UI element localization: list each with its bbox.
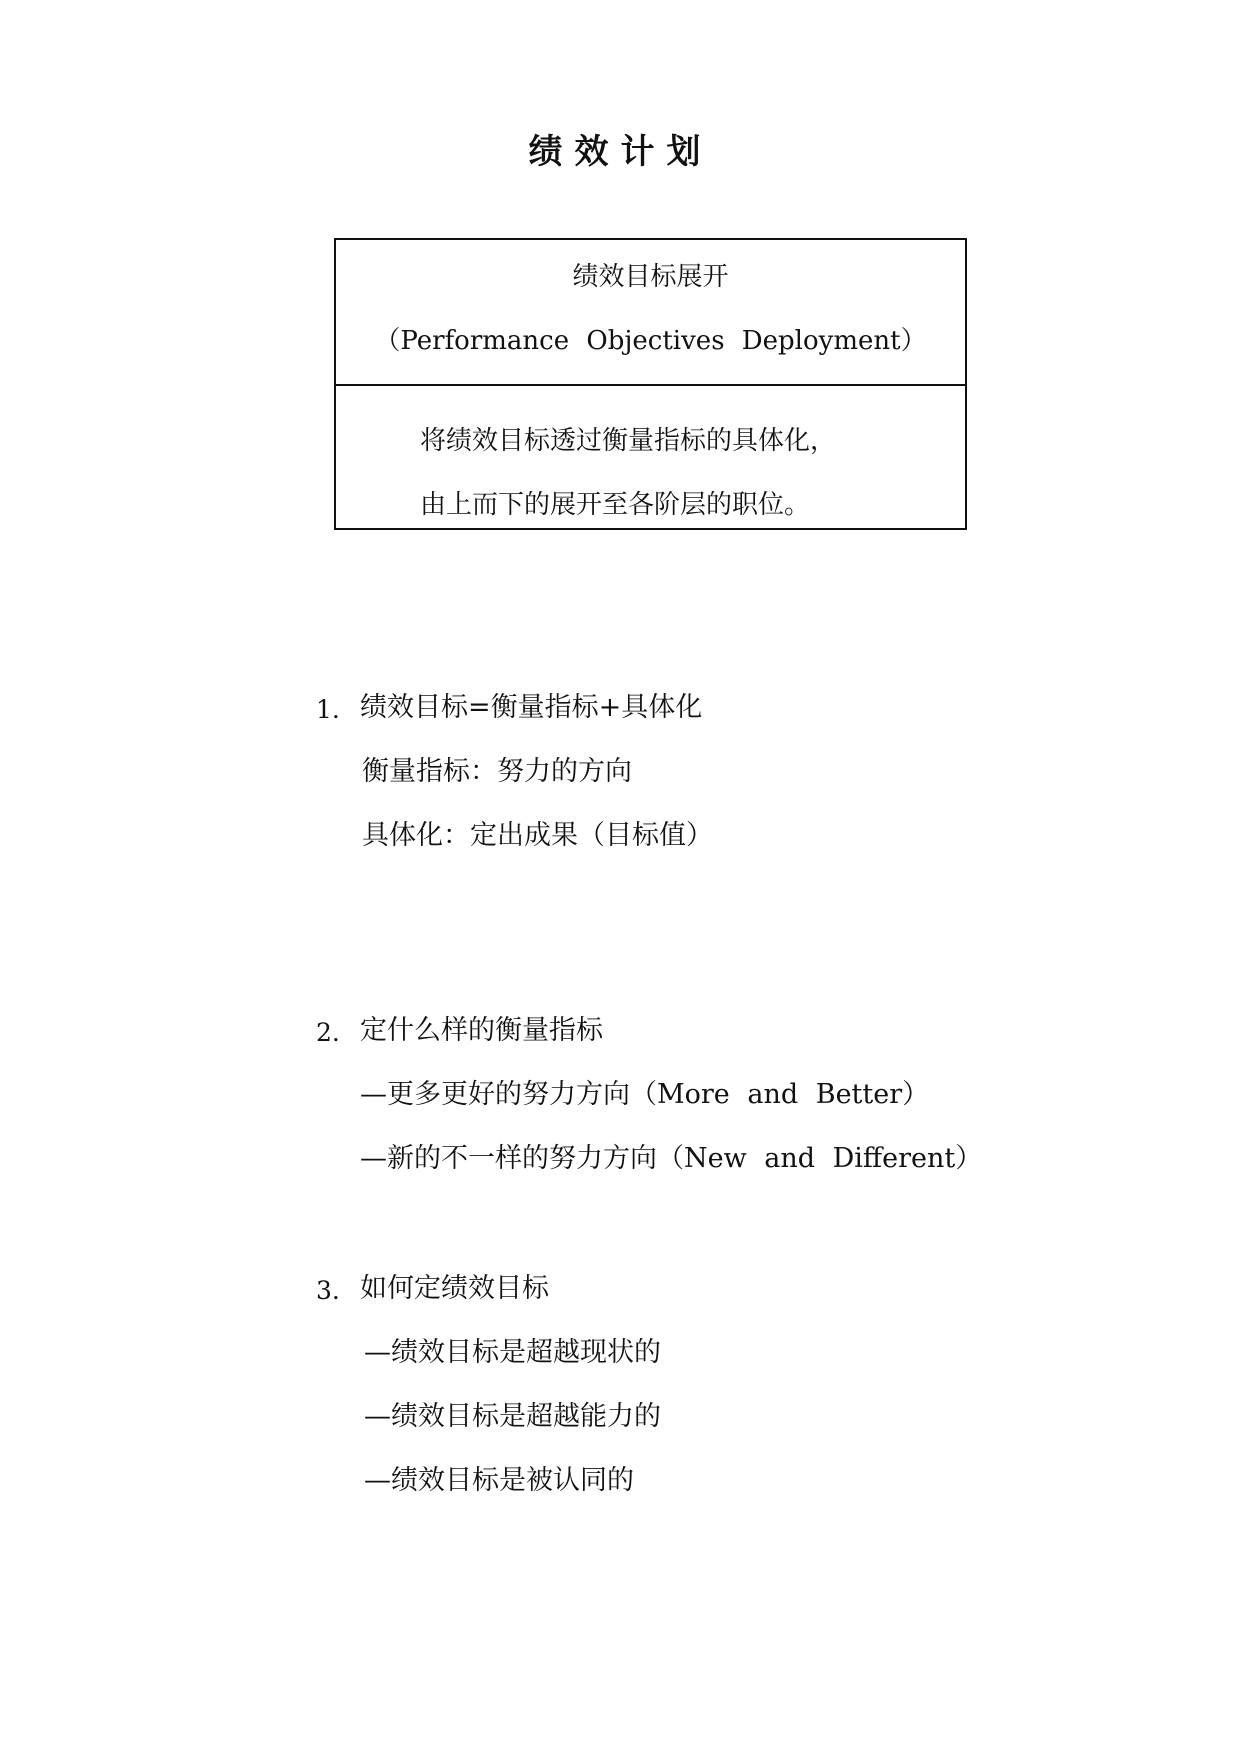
section-line: —新的不一样的努力方向（New and Different） <box>360 1143 983 1174</box>
section-heading: 绩效目标=衡量指标+具体化 <box>360 692 703 723</box>
section-line: 衡量指标：努力的方向 <box>362 756 632 787</box>
section-number: 3. <box>316 1276 340 1305</box>
box-header <box>336 240 965 386</box>
section-heading: 定什么样的衡量指标 <box>360 1015 603 1046</box>
box-heading-en: （Performance Objectives Deployment） <box>374 326 927 356</box>
section-line: —绩效目标是超越能力的 <box>364 1401 661 1432</box>
box-heading-cn: 绩效目标展开 <box>572 262 729 292</box>
objectives-deployment-box <box>334 238 967 530</box>
section-heading: 如何定绩效目标 <box>360 1273 549 1304</box>
section-line: —更多更好的努力方向（More and Better） <box>360 1079 930 1110</box>
page-title: 绩效计划 <box>528 132 713 172</box>
section-line: 具体化：定出成果（目标值） <box>362 820 713 851</box>
box-body-line-2: 由上而下的展开至各阶层的职位。 <box>420 490 811 520</box>
section-line: —绩效目标是超越现状的 <box>364 1337 661 1368</box>
section-number: 2. <box>316 1018 340 1047</box>
section-number: 1. <box>316 695 340 724</box>
section-line: —绩效目标是被认同的 <box>364 1465 634 1496</box>
box-body-line-1: 将绩效目标透过衡量指标的具体化， <box>420 426 837 456</box>
